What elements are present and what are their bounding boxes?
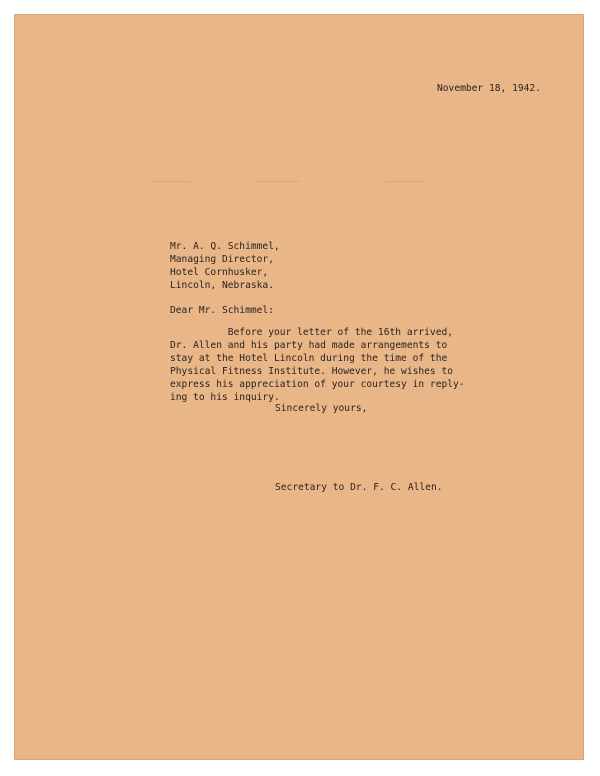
paper-mark xyxy=(255,181,300,182)
closing: Sincerely yours, xyxy=(275,403,368,414)
body-line: ing to his inquiry. xyxy=(170,391,280,403)
address-line: Lincoln, Nebraska. xyxy=(170,279,274,291)
address-line: Hotel Cornhusker, xyxy=(170,266,269,278)
body-line: stay at the Hotel Lincoln during the time of the xyxy=(170,352,448,364)
body-line: Before your letter of the 16th arrived, xyxy=(170,327,454,338)
paper-mark xyxy=(150,181,190,182)
salutation: Dear Mr. Schimmel: xyxy=(170,305,274,316)
letter-date: November 18, 1942. xyxy=(437,83,541,94)
body-line: Dr. Allen and his party had made arrangements to xyxy=(170,339,448,351)
letter-body xyxy=(170,327,465,404)
address-line: Managing Director, xyxy=(170,253,274,265)
body-line: express his appreciation of your courtesy in reply- xyxy=(170,378,465,390)
signature-line: Secretary to Dr. F. C. Allen. xyxy=(275,482,443,493)
paper-mark xyxy=(385,181,425,182)
body-line: Physical Fitness Institute. However, he wishes to xyxy=(170,365,454,377)
letter-page xyxy=(14,14,584,760)
recipient-address xyxy=(170,241,280,293)
address-line: Mr. A. Q. Schimmel, xyxy=(170,241,280,252)
